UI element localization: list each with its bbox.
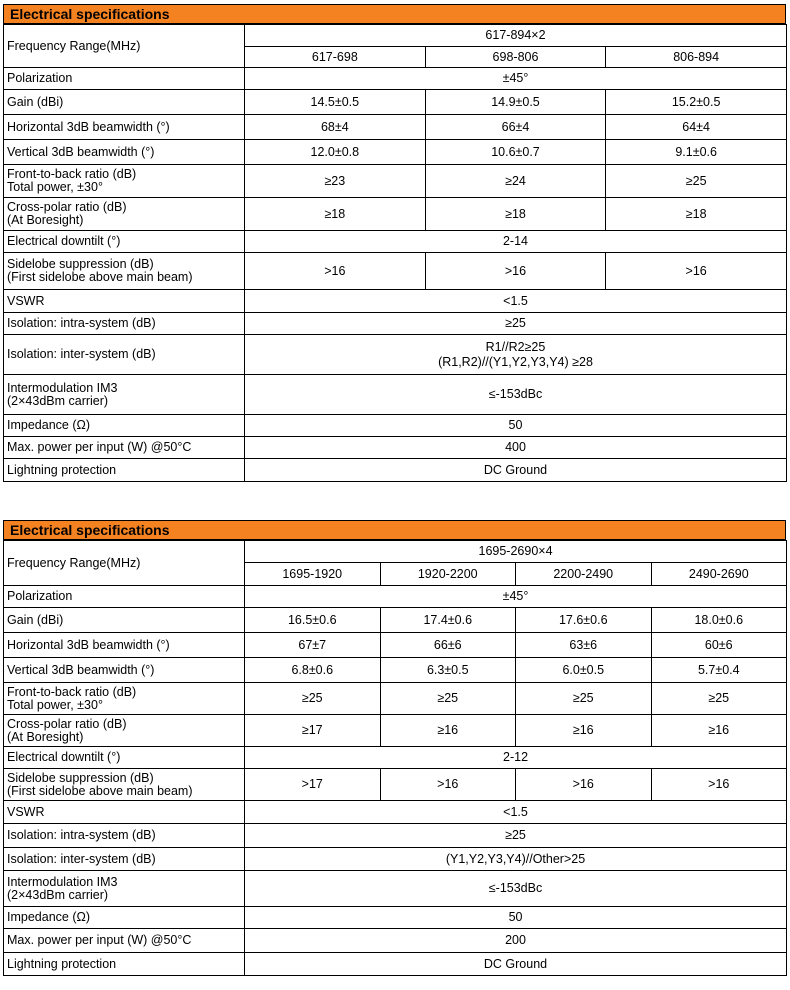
spec-label-line: (First sidelobe above main beam)	[7, 783, 193, 798]
spec-value: 9.1±0.6	[606, 140, 787, 165]
spec-label	[4, 683, 245, 715]
spec-label-line: Sidelobe suppression (dB)	[7, 257, 154, 271]
spec-label-line: Impedance (Ω)	[7, 910, 90, 924]
spec-row	[4, 586, 787, 608]
spec-label	[4, 633, 245, 658]
spec-value: ≥18	[245, 198, 426, 231]
spec-value: 18.0±0.6	[651, 608, 787, 633]
spec-label	[4, 313, 245, 335]
spec-row	[4, 335, 787, 375]
spec-value: ≥18	[425, 198, 606, 231]
frequency-band-0: 1695-1920	[245, 563, 381, 586]
spec-label-line: Intermodulation IM3	[7, 380, 118, 395]
spec-row	[4, 747, 787, 769]
frequency-band-0: 617-698	[245, 47, 426, 68]
spec-label	[4, 769, 245, 801]
spec-value: 6.0±0.5	[516, 658, 652, 683]
spec-label-line: Polarization	[7, 589, 73, 603]
spec-label-line: Max. power per input (W) @50°C	[7, 440, 192, 454]
spec-label-line: Total power, ±30°	[7, 697, 103, 712]
spec-value-span: 2-12	[245, 747, 787, 769]
spec-label	[4, 824, 245, 848]
spec-label	[4, 415, 245, 437]
spec-value-span: 400	[245, 437, 787, 459]
spec-row	[4, 68, 787, 90]
spec-value: ≥25	[651, 683, 787, 715]
electrical-specs-section-2	[3, 520, 786, 976]
spec-label-line: Impedance (Ω)	[7, 418, 90, 432]
spec-value: 10.6±0.7	[425, 140, 606, 165]
spec-value: ≥16	[651, 715, 787, 747]
specs-table	[3, 540, 787, 976]
spec-row	[4, 608, 787, 633]
spec-value-span: 200	[245, 929, 787, 953]
spec-value-span: 50	[245, 415, 787, 437]
specs-table	[3, 24, 787, 482]
spec-value-span: ≥25	[245, 824, 787, 848]
spec-label	[4, 715, 245, 747]
spec-label	[4, 459, 245, 482]
spec-label-line: Isolation: inter-system (dB)	[7, 851, 156, 866]
spec-label-line: Vertical 3dB beamwidth (°)	[7, 144, 155, 159]
section-title: Electrical specifications	[3, 4, 786, 24]
spec-row	[4, 715, 787, 747]
spec-value: ≥16	[516, 715, 652, 747]
spec-label	[4, 871, 245, 907]
spec-value: >16	[425, 253, 606, 290]
spec-label	[4, 290, 245, 313]
frequency-range-total: 617-894×2	[245, 25, 787, 47]
spec-label-line: VSWR	[7, 293, 45, 308]
spec-value-span: ±45°	[245, 586, 787, 608]
spec-value: >17	[245, 769, 381, 801]
spec-label-line: Cross-polar ratio (dB)	[7, 200, 127, 214]
spec-row	[4, 633, 787, 658]
spec-value-span: 2-14	[245, 231, 787, 253]
spec-value-line: (R1,R2)//(Y1,Y2,Y3,Y4) ≥28	[438, 354, 593, 369]
spec-value: >16	[380, 769, 516, 801]
spec-value-span: <1.5	[245, 801, 787, 824]
spec-label-line: Lightning protection	[7, 462, 117, 477]
spec-row	[4, 929, 787, 953]
spec-label-line: Isolation: intra-system (dB)	[7, 828, 156, 842]
frequency-band-2: 2200-2490	[516, 563, 652, 586]
spec-value-span: (Y1,Y2,Y3,Y4)//Other>25	[245, 848, 787, 871]
spec-value: 63±6	[516, 633, 652, 658]
spec-label	[4, 848, 245, 871]
spec-row	[4, 375, 787, 415]
spec-label	[4, 165, 245, 198]
spec-label	[4, 140, 245, 165]
frequency-range-total: 1695-2690×4	[245, 541, 787, 563]
spec-label	[4, 90, 245, 115]
spec-label-line: Horizontal 3dB beamwidth (°)	[7, 119, 170, 134]
spec-value: 66±4	[425, 115, 606, 140]
spec-value: 17.4±0.6	[380, 608, 516, 633]
spec-label-line: Sidelobe suppression (dB)	[7, 770, 154, 785]
spec-value-span: DC Ground	[245, 459, 787, 482]
spec-value: ≥25	[606, 165, 787, 198]
spec-label-line: Isolation: intra-system (dB)	[7, 316, 156, 330]
spec-label	[4, 608, 245, 633]
spec-value-span: <1.5	[245, 290, 787, 313]
spec-value: ≥25	[516, 683, 652, 715]
spec-row	[4, 90, 787, 115]
spec-value-span: ±45°	[245, 68, 787, 90]
spec-label-line: Electrical downtilt (°)	[7, 234, 121, 248]
spec-value: >16	[606, 253, 787, 290]
spec-label	[4, 747, 245, 769]
spec-label	[4, 586, 245, 608]
frequency-range-row	[4, 25, 787, 47]
spec-label	[4, 198, 245, 231]
spec-label	[4, 437, 245, 459]
spec-value: >16	[245, 253, 426, 290]
spec-value: 16.5±0.6	[245, 608, 381, 633]
spec-label-line: Lightning protection	[7, 956, 117, 971]
spec-value-span: 50	[245, 907, 787, 929]
spec-value-line: R1//R2≥25	[485, 339, 546, 354]
frequency-band-1: 1920-2200	[380, 563, 516, 586]
spec-value: 6.3±0.5	[380, 658, 516, 683]
spec-value-span: DC Ground	[245, 953, 787, 976]
spec-row	[4, 459, 787, 482]
spec-row	[4, 824, 787, 848]
spec-row	[4, 683, 787, 715]
spec-label-line: Gain (dBi)	[7, 94, 64, 109]
spec-value: 67±7	[245, 633, 381, 658]
spec-label-line: Horizontal 3dB beamwidth (°)	[7, 637, 170, 652]
spec-value-span: ≤-153dBc	[245, 871, 787, 907]
spec-label-line: Gain (dBi)	[7, 612, 64, 627]
spec-label	[4, 68, 245, 90]
spec-value: >16	[651, 769, 787, 801]
spec-row	[4, 953, 787, 976]
spec-value: 6.8±0.6	[245, 658, 381, 683]
spec-value: 12.0±0.8	[245, 140, 426, 165]
frequency-range-label: Frequency Range(MHz)	[4, 541, 245, 586]
spec-row	[4, 437, 787, 459]
spec-value: 60±6	[651, 633, 787, 658]
spec-value: ≥18	[606, 198, 787, 231]
spec-value: 15.2±0.5	[606, 90, 787, 115]
spec-value-span: ≤-153dBc	[245, 375, 787, 415]
spec-label	[4, 335, 245, 375]
spec-value-span	[245, 335, 787, 375]
spec-value: 64±4	[606, 115, 787, 140]
spec-label-line: VSWR	[7, 804, 45, 819]
spec-label	[4, 115, 245, 140]
spec-label-line: Max. power per input (W) @50°C	[7, 933, 192, 947]
frequency-band-3: 2490-2690	[651, 563, 787, 586]
spec-value: ≥17	[245, 715, 381, 747]
spec-value: 14.5±0.5	[245, 90, 426, 115]
spec-label	[4, 253, 245, 290]
spec-label-line: Isolation: inter-system (dB)	[7, 347, 156, 361]
spec-row	[4, 290, 787, 313]
spec-label-line: Front-to-back ratio (dB)	[7, 167, 137, 181]
spec-value: 14.9±0.5	[425, 90, 606, 115]
spec-row	[4, 848, 787, 871]
frequency-range-label: Frequency Range(MHz)	[4, 25, 245, 68]
spec-row	[4, 231, 787, 253]
spec-row	[4, 165, 787, 198]
spec-value: 17.6±0.6	[516, 608, 652, 633]
spec-label-line: Intermodulation IM3	[7, 874, 118, 889]
spec-row	[4, 313, 787, 335]
spec-row	[4, 198, 787, 231]
spec-label	[4, 801, 245, 824]
spec-label-line: (At Boresight)	[7, 213, 84, 227]
spec-value: ≥23	[245, 165, 426, 198]
spec-label-line: Electrical downtilt (°)	[7, 750, 121, 764]
spec-row	[4, 415, 787, 437]
spec-label-line: (2×43dBm carrier)	[7, 393, 109, 408]
spec-row	[4, 140, 787, 165]
spec-row	[4, 115, 787, 140]
spec-label	[4, 375, 245, 415]
section-title: Electrical specifications	[3, 520, 786, 540]
spec-label-line: (First sidelobe above main beam)	[7, 270, 193, 284]
electrical-specs-section-1	[3, 4, 786, 482]
spec-row	[4, 871, 787, 907]
spec-row	[4, 253, 787, 290]
spec-label-line: (At Boresight)	[7, 729, 84, 744]
spec-label	[4, 907, 245, 929]
spec-label-line: Cross-polar ratio (dB)	[7, 716, 127, 731]
spec-value: 5.7±0.4	[651, 658, 787, 683]
frequency-band-2: 806-894	[606, 47, 787, 68]
spec-value: >16	[516, 769, 652, 801]
spec-label	[4, 231, 245, 253]
spec-row	[4, 658, 787, 683]
spec-label	[4, 953, 245, 976]
spec-value: ≥25	[380, 683, 516, 715]
spec-value: 66±6	[380, 633, 516, 658]
spec-label	[4, 929, 245, 953]
frequency-range-row	[4, 541, 787, 563]
spec-label-line: Vertical 3dB beamwidth (°)	[7, 662, 155, 677]
spec-row	[4, 907, 787, 929]
spec-value: ≥25	[245, 683, 381, 715]
spec-label-line: Front-to-back ratio (dB)	[7, 684, 137, 699]
spec-label-line: (2×43dBm carrier)	[7, 887, 109, 902]
spec-value: ≥16	[380, 715, 516, 747]
spec-value-span: ≥25	[245, 313, 787, 335]
spec-row	[4, 801, 787, 824]
spec-value: 68±4	[245, 115, 426, 140]
spec-label-line: Total power, ±30°	[7, 180, 103, 194]
spec-value: ≥24	[425, 165, 606, 198]
frequency-band-1: 698-806	[425, 47, 606, 68]
spec-label-line: Polarization	[7, 71, 73, 85]
spec-label	[4, 658, 245, 683]
spec-row	[4, 769, 787, 801]
